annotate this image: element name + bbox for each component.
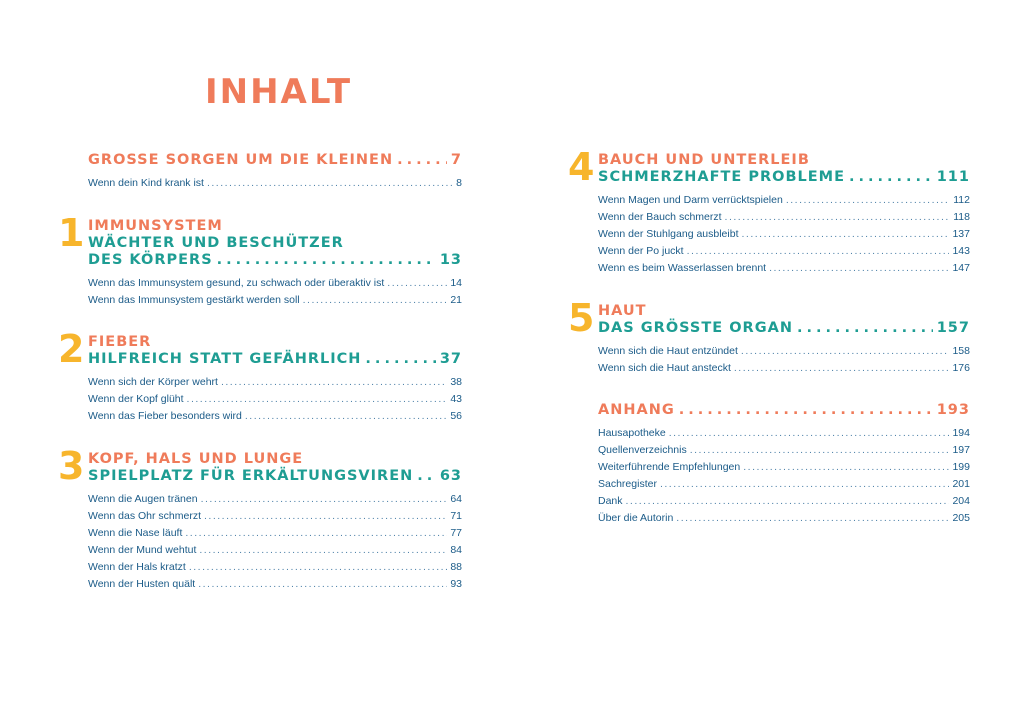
dot-leader [797,320,933,337]
section-heading-row[interactable] [88,152,462,169]
dot-leader [690,442,950,459]
entry-text: Wenn der Bauch schmerzt [598,211,722,223]
entry-page: 137 [952,228,970,240]
toc-entry[interactable] [88,374,462,391]
entry-page: 84 [450,544,462,556]
toc-entry[interactable] [598,425,970,442]
entry-page: 201 [952,478,970,490]
entry-page: 197 [952,444,970,456]
entry-text: Wenn sich der Körper wehrt [88,376,218,388]
section-page: 7 [450,152,462,168]
dot-leader [365,351,435,368]
entry-page: 38 [450,376,462,388]
entry-text: Wenn das Fieber besonders wird [88,410,242,422]
dot-leader [207,175,453,192]
section-page: 193 [936,402,970,418]
dot-leader [201,491,448,508]
section-3 [58,444,462,593]
entry-text: Wenn die Nase läuft [88,527,183,539]
chapter-number: 5 [568,296,595,340]
dot-leader [185,525,447,542]
section-1 [58,211,462,309]
dot-leader [679,402,933,419]
dot-leader [189,559,447,576]
dot-leader [786,192,950,209]
toc-entry[interactable] [88,542,462,559]
entry-text: Wenn sich die Haut entzündet [598,345,738,357]
entry-page: 21 [450,294,462,306]
chapter-number: 3 [58,444,85,488]
dot-leader [199,542,447,559]
section-heading: GROSSE SORGEN UM DIE KLEINEN [88,152,394,168]
entry-text: Wenn der Kopf glüht [88,393,184,405]
entry-list [598,425,970,527]
entry-text: Wenn der Hals kratzt [88,561,186,573]
dot-leader [397,152,447,169]
toc-entry[interactable] [598,459,970,476]
entry-page: 194 [952,427,970,439]
entry-text: Wenn dein Kind krank ist [88,177,204,189]
chapter-title-line1: HILFREICH STATT GEFÄHRLICH [88,351,362,367]
entry-list [598,192,970,277]
entry-text: Wenn der Stuhlgang ausbleibt [598,228,739,240]
entry-text: Wenn das Immunsystem gesund, zu schwach oder überaktiv ist [88,277,385,289]
dot-leader [734,360,950,377]
entry-page: 118 [953,211,970,223]
entry-text: Über die Autorin [598,512,674,524]
section-heading-row[interactable] [88,468,462,485]
section-heading-row[interactable] [598,320,970,337]
dot-leader [417,468,436,485]
toc-entry[interactable] [88,491,462,508]
dot-leader [742,226,950,243]
chapter-subtitle: KOPF, HALS UND LUNGE [88,451,304,467]
page-title: INHALT [205,72,353,112]
entry-text: Wenn Magen und Darm verrücktspielen [598,194,783,206]
entry-text: Wenn es beim Wasserlassen brennt [598,262,767,274]
toc-entry[interactable] [598,243,970,260]
section-page: 37 [439,351,462,367]
toc-entry[interactable] [598,226,970,243]
entry-page: 71 [450,510,462,522]
entry-text: Sachregister [598,478,657,490]
section-heading-row[interactable] [598,402,970,419]
dot-leader [676,510,949,527]
section-heading-row[interactable] [88,252,462,269]
entry-page: 204 [952,495,970,507]
chapter-title-line2: DES KÖRPERS [88,252,213,268]
chapter-number: 2 [58,327,85,371]
section-heading: ANHANG [598,402,675,418]
entry-page: 199 [952,461,970,473]
dot-leader [669,425,950,442]
dot-leader [725,209,951,226]
section-page: 63 [439,468,462,484]
section-heading-row[interactable] [88,351,462,368]
chapter-subtitle: FIEBER [88,334,152,350]
toc-entry[interactable] [88,292,462,309]
section-page: 111 [936,169,970,185]
toc-entry[interactable] [88,391,462,408]
section-page: 13 [439,252,462,268]
entry-page: 205 [952,512,970,524]
toc-entry[interactable] [88,576,462,593]
dot-leader [849,169,933,186]
section-4 [568,145,970,277]
chapter-number: 1 [58,211,85,255]
entry-text: Wenn das Ohr schmerzt [88,510,202,522]
chapter-number: 4 [568,145,595,189]
entry-list [598,343,970,377]
toc-entry[interactable] [88,525,462,542]
dot-leader [303,292,448,309]
dot-leader [626,493,950,510]
entry-page: 143 [952,245,970,257]
dot-leader [187,391,448,408]
entry-text: Hausapotheke [598,427,666,439]
entry-list [88,275,462,309]
toc-entry[interactable] [598,476,970,493]
chapter-title-line1: DAS GRÖSSTE ORGAN [598,320,793,336]
toc-entry[interactable] [598,260,970,277]
entry-list [88,491,462,593]
entry-text: Quellenverzeichnis [598,444,687,456]
entry-page: 56 [450,410,462,422]
chapter-title-line1: WÄCHTER UND BESCHÜTZER [88,235,344,251]
entry-page: 112 [953,194,970,206]
toc-entry[interactable] [598,442,970,459]
entry-page: 158 [952,345,970,357]
entry-text: Wenn das Immunsystem gestärkt werden soll [88,294,300,306]
entry-text: Wenn die Augen tränen [88,493,198,505]
chapter-subtitle: BAUCH UND UNTERLEIB [598,152,810,168]
dot-leader [198,576,447,593]
entry-text: Dank [598,495,623,507]
section-5 [568,296,970,377]
entry-text: Wenn sich die Haut ansteckt [598,362,731,374]
entry-text: Wenn der Mund wehtut [88,544,197,556]
entry-page: 147 [952,262,970,274]
entry-page: 176 [952,362,970,374]
entry-page: 77 [450,527,462,539]
dot-leader [769,260,949,277]
toc-entry[interactable] [598,343,970,360]
entry-page: 88 [450,561,462,573]
dot-leader [387,275,447,292]
toc-entry[interactable] [598,209,970,226]
entry-page: 14 [450,277,462,289]
dot-leader [660,476,950,493]
dot-leader [204,508,447,525]
toc-entry[interactable] [598,510,970,527]
dot-leader [741,343,950,360]
entry-page: 43 [450,393,462,405]
dot-leader [221,374,447,391]
section-page: 157 [936,320,970,336]
toc-entry[interactable] [88,175,462,192]
entry-text: Wenn der Husten quält [88,578,196,590]
entry-list [88,175,462,192]
chapter-subtitle: IMMUNSYSTEM [88,218,223,234]
section-2 [58,327,462,425]
toc-entry[interactable] [88,559,462,576]
chapter-title-line1: SCHMERZHAFTE PROBLEME [598,169,845,185]
section-anhang [598,402,970,527]
entry-page: 8 [456,177,462,189]
toc-entry[interactable] [88,408,462,425]
dot-leader [687,243,950,260]
entry-text: Weiterführende Empfehlungen [598,461,741,473]
chapter-subtitle: HAUT [598,303,647,319]
dot-leader [245,408,447,425]
entry-list [88,374,462,425]
entry-page: 64 [450,493,462,505]
section-heading-row[interactable] [598,169,970,186]
chapter-title-line1: SPIELPLATZ FÜR ERKÄLTUNGSVIREN [88,468,414,484]
toc-entry[interactable] [88,508,462,525]
section-intro [88,152,462,192]
toc-entry[interactable] [598,360,970,377]
dot-leader [743,459,949,476]
dot-leader [217,252,436,269]
toc-entry[interactable] [598,493,970,510]
entry-text: Wenn der Po juckt [598,245,684,257]
entry-page: 93 [450,578,462,590]
toc-entry[interactable] [598,192,970,209]
toc-entry[interactable] [88,275,462,292]
